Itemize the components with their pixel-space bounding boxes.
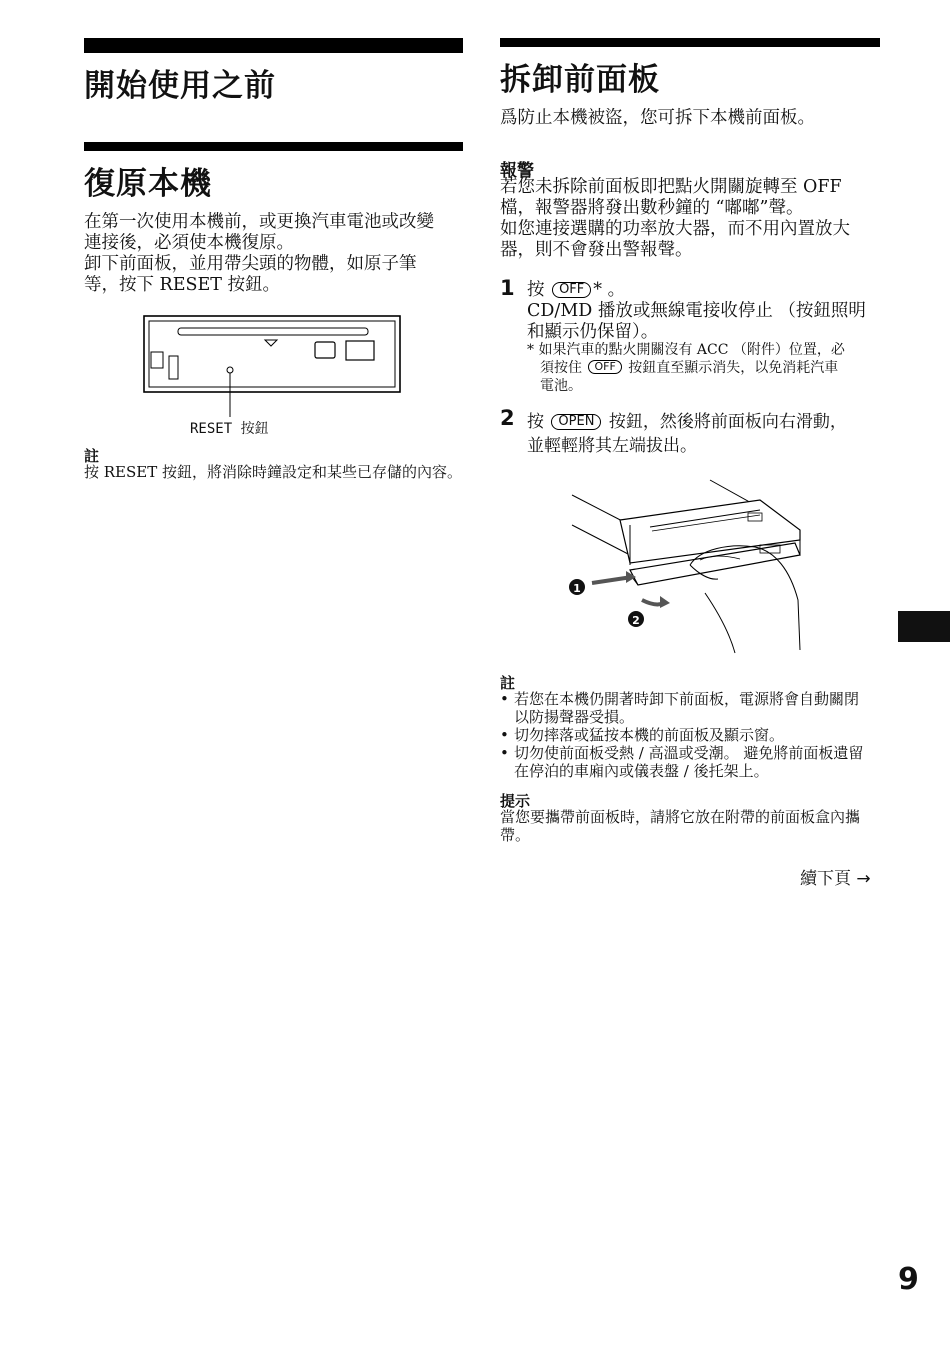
notes-list — [500, 690, 885, 780]
panel-removal-illustration — [560, 475, 820, 655]
page-number: 9 — [898, 1262, 919, 1297]
step-2-text — [527, 410, 887, 458]
section-rule-top-left — [84, 38, 463, 53]
reset-paragraph-2 — [84, 254, 469, 296]
bullet-icon: • — [500, 744, 509, 762]
step-2-line-2: 並輕輕將其左端拔出。 — [527, 436, 697, 456]
note-heading-left: 註 — [84, 447, 100, 465]
footnote-line: 電池。 — [540, 378, 582, 394]
text-line: 切勿摔落或猛按本機的前面板及顯示窗。 — [514, 726, 785, 744]
text-line: 等，按下 RESET 按鈕。 — [84, 275, 281, 295]
off-key-icon: OFF — [552, 282, 591, 298]
text-line: 當您要攜帶前面板時，請將它放在附帶的前面板盒內攜 — [500, 808, 861, 826]
list-item — [500, 726, 885, 744]
text-fragment: 按鈕，然後將前面板向右滑動， — [608, 412, 847, 432]
tip-text — [500, 808, 885, 844]
note-text-left: 按 RESET 按鈕，將消除時鐘設定和某些已存儲的內容。 — [84, 463, 463, 481]
text-line: 以防揚聲器受損。 — [514, 708, 635, 726]
text-line: 切勿使前面板受熱 / 高溫或受潮。 避免將前面板遺留 — [514, 744, 864, 762]
section-rule-top-right — [500, 38, 880, 47]
section-title-detach-panel: 拆卸前面板 — [500, 62, 660, 98]
text-fragment: * 。 — [593, 280, 626, 300]
text-line: 器，則不會發出警報聲。 — [500, 240, 693, 260]
text-line: 帶。 — [500, 826, 531, 844]
list-item — [500, 744, 885, 780]
callout-1-label: 1 — [573, 582, 581, 595]
text-fragment: 按 — [527, 280, 545, 300]
notes-heading-right: 註 — [500, 674, 516, 692]
text-line: 檔，報警器將發出數秒鐘的 “嘟嘟”聲。 — [500, 198, 804, 218]
step-1-line-1 — [527, 280, 887, 301]
section-thumb-tab — [898, 611, 950, 642]
text-fragment: 按鈕直至顯示消失，以免消耗汽車 — [628, 360, 839, 376]
text-line: 如您連接選購的功率放大器，而不用內置放大 — [500, 219, 850, 239]
footnote-line — [527, 359, 887, 377]
reset-paragraph-1 — [84, 212, 469, 254]
text-line: 在停泊的車廂內或儀表盤 / 後托架上。 — [514, 762, 769, 780]
step-2-number: 2 — [500, 406, 515, 430]
unit-front-illustration — [140, 312, 405, 422]
section-title-reset: 復原本機 — [84, 166, 212, 202]
text-line: 連接後，必須使本機復原。 — [84, 233, 294, 253]
text-line: 在第一次使用本機前，或更換汽車電池或改變 — [84, 212, 434, 232]
footnote-line: * 如果汽車的點火開關沒有 ACC （附件）位置，必 — [527, 342, 845, 358]
reset-button-label: RESET 按鈕 — [190, 421, 269, 437]
step-2-line-1 — [527, 410, 887, 434]
bullet-icon: • — [500, 690, 509, 708]
alarm-heading: 報警 — [500, 161, 534, 181]
step-1-number: 1 — [500, 276, 515, 300]
detach-intro: 爲防止本機被盜，您可拆下本機前面板。 — [500, 108, 815, 128]
open-key-icon: OPEN — [551, 414, 601, 430]
continued-next-page: 續下頁 → — [800, 869, 871, 889]
step-1-footnote — [527, 341, 887, 395]
text-line: 若您未拆除前面板即把點火開關旋轉至 OFF — [500, 177, 842, 197]
text-fragment: 須按住 — [540, 360, 582, 376]
off-key-icon: OFF — [588, 360, 621, 374]
text-fragment: 按 — [527, 412, 544, 432]
step-1-line-2: CD/MD 播放或無線電接收停止 （按鈕照明 — [527, 301, 866, 321]
section-rule-reset — [84, 142, 463, 151]
text-line: 卸下前面板，並用帶尖頭的物體，如原子筆 — [84, 254, 417, 274]
text-line: 若您在本機仍開著時卸下前面板，電源將會自動關閉 — [514, 690, 860, 708]
step-1-line-3: 和顯示仍保留）。 — [527, 322, 659, 342]
list-item — [500, 690, 885, 726]
alarm-paragraph — [500, 177, 885, 261]
callout-2-label: 2 — [632, 614, 640, 627]
bullet-icon: • — [500, 726, 509, 744]
step-1-text — [527, 280, 887, 343]
section-title-before-use: 開始使用之前 — [84, 68, 276, 104]
tip-heading: 提示 — [500, 792, 531, 810]
